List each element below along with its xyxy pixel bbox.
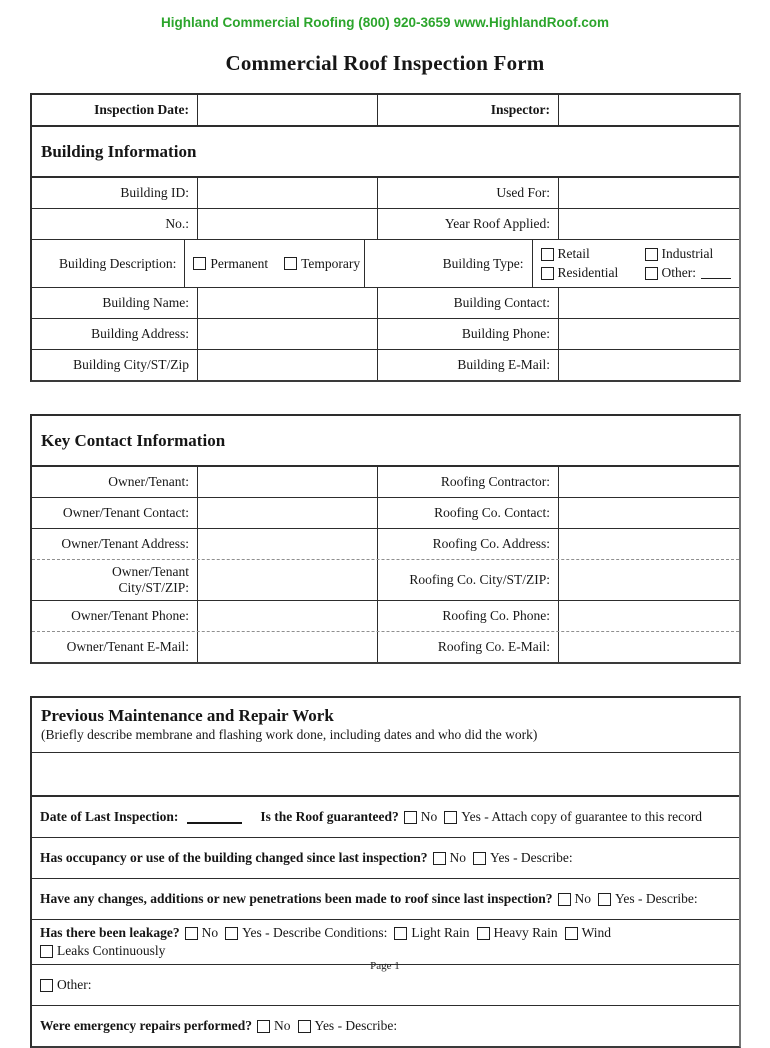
leakage-question: Has there been leakage?	[40, 925, 180, 940]
option-label: Residential	[557, 265, 619, 280]
option-label: Leaks Continuously	[57, 943, 166, 958]
option-leakage-yes[interactable]	[225, 925, 387, 941]
table-row	[32, 239, 739, 287]
option-emergency-yes[interactable]	[298, 1018, 398, 1034]
used-for-label: Used For:	[378, 178, 559, 208]
checkbox-occupancy-yes[interactable]	[473, 852, 486, 865]
option-retail[interactable]	[541, 246, 633, 262]
checkbox-guaranteed-yes[interactable]	[444, 811, 457, 824]
company-contact-line: Highland Commercial Roofing (800) 920-3659 www.HighlandRoof.com	[160, 15, 610, 30]
roofing-co-contact-label: Roofing Co. Contact:	[378, 498, 559, 528]
maintenance-section-header-row	[32, 698, 739, 752]
option-guaranteed-yes[interactable]	[444, 809, 702, 825]
option-leaks-continuously[interactable]	[40, 943, 165, 959]
table-row	[32, 559, 739, 600]
option-light-rain[interactable]	[394, 925, 469, 941]
option-label: Retail	[557, 246, 590, 261]
roofing-contractor-label: Roofing Contractor:	[378, 467, 559, 497]
year-roof-applied-field[interactable]	[559, 209, 739, 239]
option-label: Light Rain	[411, 925, 470, 940]
building-phone-field[interactable]	[559, 319, 739, 349]
roofing-co-contact-field[interactable]	[559, 498, 739, 528]
owner-address-label: Owner/Tenant Address:	[32, 529, 198, 559]
maintenance-table	[30, 696, 741, 1048]
table-row	[32, 318, 739, 349]
table-row	[32, 528, 739, 559]
occupancy-question: Has occupancy or use of the building changed since last inspection?	[40, 850, 428, 865]
building-id-field[interactable]	[198, 178, 378, 208]
building-info-table	[30, 93, 741, 382]
roofing-contractor-field[interactable]	[559, 467, 739, 497]
maintenance-section-subtitle: (Briefly describe membrane and flashing work done, including dates and who did the work)	[41, 727, 538, 743]
option-label: Yes - Attach copy of guarantee to this record	[461, 809, 703, 824]
checkbox-retail[interactable]	[541, 248, 554, 261]
building-address-field[interactable]	[198, 319, 378, 349]
option-label: No	[201, 925, 219, 940]
key-contact-table	[30, 414, 741, 664]
building-section-title: Building Information	[41, 142, 197, 161]
emergency-repairs-row	[32, 1005, 739, 1046]
option-label: Temporary	[301, 255, 361, 271]
building-city-label: Building City/ST/Zip	[32, 350, 198, 380]
page-number: Page 1	[370, 960, 400, 972]
owner-tenant-label: Owner/Tenant:	[32, 467, 198, 497]
checkbox-permanent[interactable]	[193, 257, 206, 270]
building-section-header-row	[32, 125, 739, 176]
checkbox-changes-yes[interactable]	[598, 893, 611, 906]
maintenance-description-field[interactable]	[32, 753, 739, 795]
checkbox-guaranteed-no[interactable]	[404, 811, 417, 824]
building-email-label: Building E-Mail:	[378, 350, 559, 380]
emergency-question: Were emergency repairs performed?	[40, 1018, 253, 1033]
option-changes-yes[interactable]	[598, 891, 698, 907]
checkbox-residential[interactable]	[541, 267, 554, 280]
building-phone-label: Building Phone:	[378, 319, 559, 349]
roofing-co-city-label: Roofing Co. City/ST/ZIP:	[378, 560, 559, 600]
inspector-field[interactable]	[559, 95, 739, 125]
building-email-field[interactable]	[559, 350, 739, 380]
owner-address-field[interactable]	[198, 529, 378, 559]
checkbox-emergency-no[interactable]	[257, 1020, 270, 1033]
option-label: Permanent	[210, 255, 269, 271]
option-occupancy-yes[interactable]	[473, 850, 573, 866]
building-description-label: Building Description:	[32, 240, 185, 287]
roofing-co-phone-label: Roofing Co. Phone:	[378, 601, 559, 631]
date-of-last-inspection-label: Date of Last Inspection:	[40, 809, 179, 824]
building-type-label: Building Type:	[365, 240, 532, 287]
option-label: Industrial	[661, 246, 714, 261]
checkbox-changes-no[interactable]	[558, 893, 571, 906]
option-label: Other:	[57, 977, 92, 992]
option-label: Wind	[581, 925, 612, 940]
owner-phone-label: Owner/Tenant Phone:	[32, 601, 198, 631]
option-residential[interactable]	[541, 265, 633, 281]
option-leakage-no[interactable]	[185, 925, 219, 941]
roofing-co-email-field[interactable]	[559, 632, 739, 662]
building-no-field[interactable]	[198, 209, 378, 239]
option-label: Yes - Describe:	[615, 891, 698, 906]
option-other[interactable]	[645, 265, 732, 281]
owner-email-label: Owner/Tenant E-Mail:	[32, 632, 198, 662]
option-changes-no[interactable]	[558, 891, 592, 907]
building-id-label: Building ID:	[32, 178, 198, 208]
option-label: Yes - Describe Conditions:	[242, 925, 388, 940]
used-for-field[interactable]	[559, 178, 739, 208]
roof-changes-row	[32, 878, 739, 919]
table-row	[32, 465, 739, 497]
checkbox-leakage-yes[interactable]	[225, 927, 238, 940]
building-name-field[interactable]	[198, 288, 378, 318]
contacts-section-header-row	[32, 416, 739, 465]
checkbox-leakage-no[interactable]	[185, 927, 198, 940]
inspector-label: Inspector:	[378, 95, 559, 125]
checkbox-occupancy-no[interactable]	[433, 852, 446, 865]
roofing-co-city-field[interactable]	[559, 560, 739, 600]
option-label: Yes - Describe:	[314, 1018, 398, 1033]
owner-city-field[interactable]	[198, 560, 378, 600]
option-guaranteed-no[interactable]	[404, 809, 438, 825]
building-description-options	[185, 240, 365, 287]
building-address-label: Building Address:	[32, 319, 198, 349]
checkbox-leaks-continuously[interactable]	[40, 945, 53, 958]
roofing-co-email-label: Roofing Co. E-Mail:	[378, 632, 559, 662]
option-label: No	[420, 809, 438, 824]
maintenance-description-row	[32, 752, 739, 795]
inspection-header-row	[32, 95, 739, 125]
owner-city-label: Owner/Tenant City/ST/ZIP:	[32, 560, 198, 600]
building-no-label: No.:	[32, 209, 198, 239]
roofing-co-address-label: Roofing Co. Address:	[378, 529, 559, 559]
occupancy-change-row	[32, 837, 739, 878]
option-heavy-rain[interactable]	[477, 925, 558, 941]
option-label: No	[274, 1018, 291, 1033]
option-occupancy-no[interactable]	[433, 850, 467, 866]
table-row	[32, 631, 739, 662]
option-label: Heavy Rain	[493, 925, 558, 940]
roofing-co-address-field[interactable]	[559, 529, 739, 559]
checkbox-other-type[interactable]	[645, 267, 658, 280]
roofing-co-phone-field[interactable]	[559, 601, 739, 631]
building-name-label: Building Name:	[32, 288, 198, 318]
option-emergency-no[interactable]	[257, 1018, 291, 1034]
checkbox-light-rain[interactable]	[394, 927, 407, 940]
table-row	[32, 497, 739, 528]
option-permanent[interactable]	[193, 256, 268, 272]
year-roof-applied-label: Year Roof Applied:	[378, 209, 559, 239]
last-inspection-row	[32, 795, 739, 837]
table-row	[32, 176, 739, 208]
option-label: No	[574, 891, 592, 906]
inspection-date-label: Inspection Date:	[32, 95, 198, 125]
owner-contact-field[interactable]	[198, 498, 378, 528]
table-row	[32, 287, 739, 318]
contacts-section-title: Key Contact Information	[41, 431, 226, 450]
table-row	[32, 600, 739, 631]
owner-contact-label: Owner/Tenant Contact:	[32, 498, 198, 528]
checkbox-emergency-yes[interactable]	[298, 1020, 311, 1033]
checkbox-industrial[interactable]	[645, 248, 658, 261]
building-contact-field[interactable]	[559, 288, 739, 318]
owner-tenant-field[interactable]	[198, 467, 378, 497]
option-label: Other:	[661, 265, 696, 280]
checkbox-temporary[interactable]	[284, 257, 297, 270]
option-label: No	[449, 850, 467, 865]
checkbox-other[interactable]	[40, 979, 53, 992]
roof-guaranteed-question: Is the Roof guaranteed?	[260, 809, 399, 824]
option-label: Yes - Describe:	[490, 850, 573, 865]
option-industrial[interactable]	[645, 246, 732, 262]
leakage-row	[32, 919, 739, 964]
option-temporary[interactable]	[284, 256, 360, 272]
building-type-options	[533, 240, 740, 287]
owner-email-field[interactable]	[198, 632, 378, 662]
checkbox-wind[interactable]	[565, 927, 578, 940]
table-row	[32, 208, 739, 239]
changes-question: Have any changes, additions or new penetrations been made to roof since last inspection?	[40, 891, 553, 906]
option-wind[interactable]	[565, 925, 611, 941]
checkbox-heavy-rain[interactable]	[477, 927, 490, 940]
option-other[interactable]	[40, 977, 92, 993]
maintenance-section-title: Previous Maintenance and Repair Work	[41, 706, 334, 725]
inspection-date-field[interactable]	[198, 95, 378, 125]
other-type-blank-field[interactable]	[701, 267, 731, 279]
owner-phone-field[interactable]	[198, 601, 378, 631]
page-title: Commercial Roof Inspection Form	[225, 51, 545, 75]
building-city-field[interactable]	[198, 350, 378, 380]
building-contact-label: Building Contact:	[378, 288, 559, 318]
table-row	[32, 349, 739, 380]
date-of-last-inspection-field[interactable]	[187, 810, 242, 824]
